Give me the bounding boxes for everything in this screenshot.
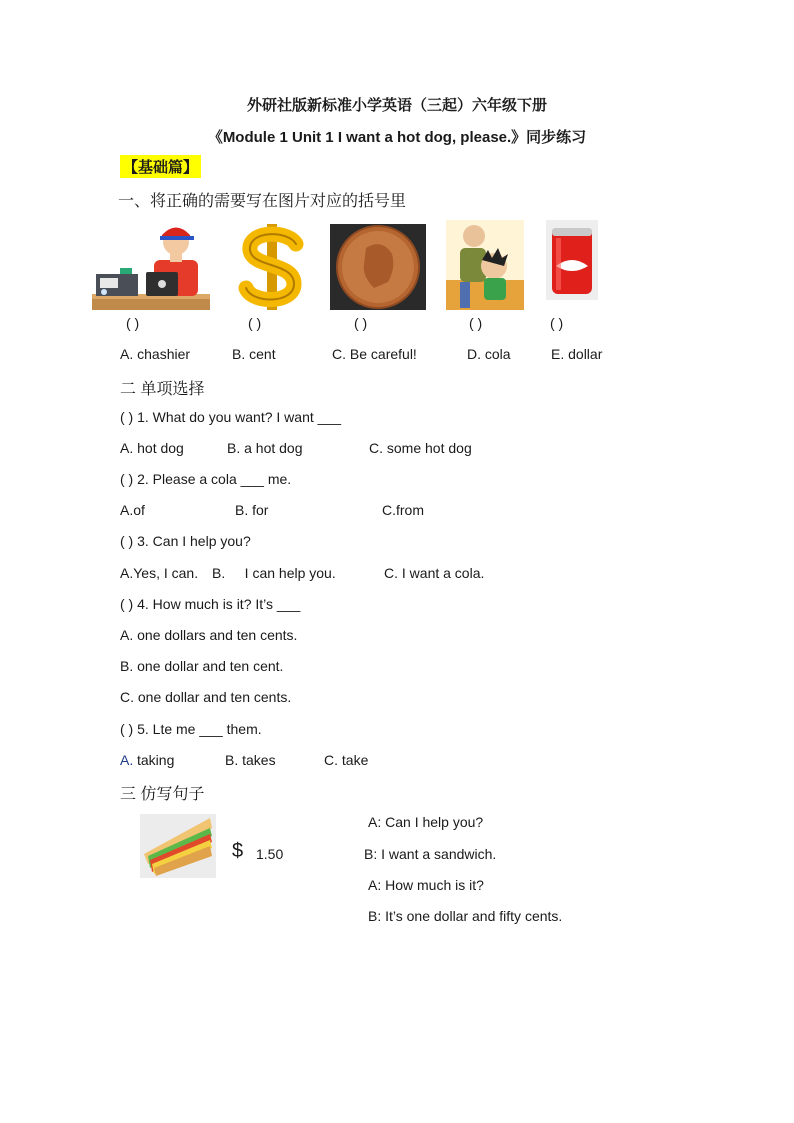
section1-heading: 一、将正确的需要写在图片对应的括号里 (118, 193, 407, 210)
q1-option-a: A. hot dog (120, 440, 184, 456)
q1-option-b: B. a hot dog (227, 440, 303, 456)
answer-blank-3[interactable]: ( ) (354, 315, 368, 331)
option-c: C. Be careful! (332, 346, 417, 362)
dialogue-line-2: B: I want a sandwich. (364, 846, 497, 862)
question-4: ( ) 4. How much is it? It’s ___ (120, 596, 301, 612)
dollar-sign-icon (236, 222, 308, 312)
q2-option-c: C.from (382, 502, 424, 518)
dialogue-line-4: B: It’s one dollar and fifty cents. (368, 908, 563, 924)
price-value: 1.50 (256, 846, 284, 862)
q3-option-b: B. I can help you. (212, 565, 336, 581)
q5-option-a-text: taking (137, 752, 175, 768)
q4-option-b: B. one dollar and ten cent. (120, 658, 284, 674)
question-3: ( ) 3. Can I help you? (120, 533, 251, 549)
q4-option-a: A. one dollars and ten cents. (120, 627, 298, 643)
q5-option-b: B. takes (225, 752, 276, 768)
q3-option-c: C. I want a cola. (384, 565, 485, 581)
level-badge: 【基础篇】 (120, 155, 201, 178)
answer-blank-1[interactable]: ( ) (126, 315, 140, 331)
option-a: A. chashier (120, 346, 191, 362)
answer-blank-4[interactable]: ( ) (469, 315, 483, 331)
q1-option-c: C. some hot dog (369, 440, 472, 456)
q5-option-a-letter: A. (120, 752, 134, 768)
sandwich-icon (140, 814, 216, 878)
cola-can-icon (546, 220, 598, 300)
option-d: D. cola (467, 346, 511, 362)
section2-heading: 二 单项选择 (120, 381, 205, 398)
option-e: E. dollar (551, 346, 603, 362)
question-5: ( ) 5. Lte me ___ them. (120, 721, 262, 737)
q4-option-c: C. one dollar and ten cents. (120, 689, 292, 705)
answer-blank-2[interactable]: ( ) (248, 315, 262, 331)
question-2: ( ) 2. Please a cola ___ me. (120, 471, 292, 487)
answer-blank-5[interactable]: ( ) (550, 315, 564, 331)
page-title: 外研社版新标准小学英语（三起）六年级下册 (246, 97, 547, 114)
q3-option-a: A.Yes, I can. (120, 565, 199, 581)
page-subtitle: 《Module 1 Unit 1 I want a hot dog, please.》同步练习 (207, 129, 587, 146)
dialogue-line-1: A: Can I help you? (368, 814, 484, 830)
question-1: ( ) 1. What do you want? I want ___ (120, 409, 342, 425)
q2-option-b: B. for (235, 502, 269, 518)
cashier-icon (90, 222, 212, 312)
q2-option-a: A.of (120, 502, 145, 518)
price-symbol: $ (232, 840, 244, 862)
penny-coin-icon (330, 224, 426, 310)
careful-boy-icon (446, 220, 524, 310)
section3-heading: 三 仿写句子 (120, 786, 205, 803)
q5-option-c: C. take (324, 752, 369, 768)
option-b: B. cent (232, 346, 276, 362)
dialogue-line-3: A: How much is it? (368, 877, 484, 893)
